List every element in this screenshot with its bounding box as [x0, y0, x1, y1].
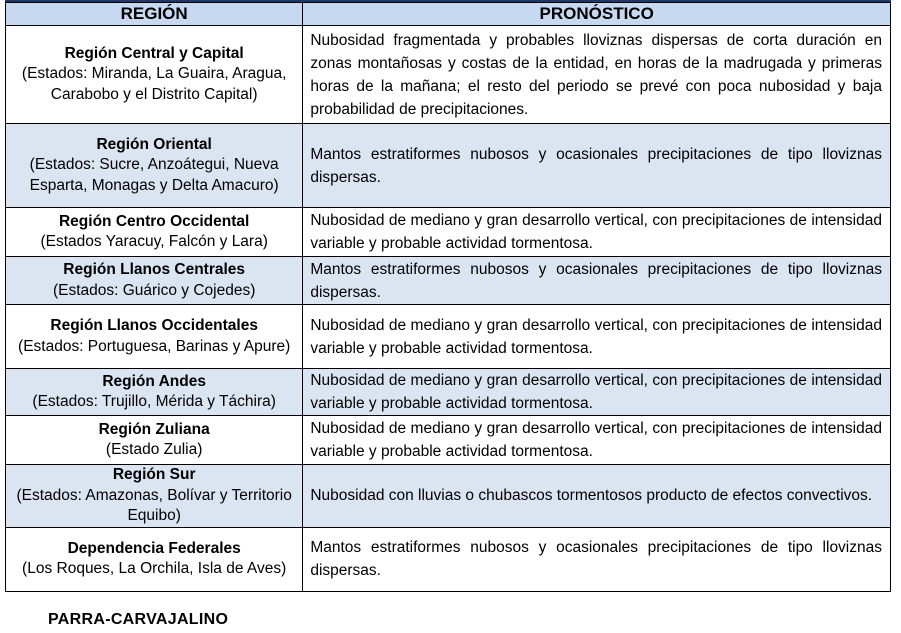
table-header-row [6, 3, 891, 26]
header-forecast: PRONÓSTICO [303, 3, 891, 26]
forecast-cell: Nubosidad fragmentada y probables lloviznas dispersas de corta duración en zonas montañosas y costas de la entidad, en horas de la madrugada y primeras horas de la mañana; el resto del periodo se prevé con poca nubosidad y baja probabilidad de precipitaciones. [303, 26, 891, 124]
forecast-cell: Nubosidad de mediano y gran desarrollo vertical, con precipitaciones de intensidad variable y probable actividad tormentosa. [303, 369, 891, 416]
table-row [6, 465, 891, 528]
region-states: (Estados Yaracuy, Falcón y Lara) [40, 233, 268, 250]
region-name: Región Oriental [96, 135, 212, 153]
table-row [6, 257, 891, 305]
region-cell [6, 208, 303, 257]
region-states: (Estado Zulia) [105, 441, 203, 458]
region-name: Región Central y Capital [64, 44, 244, 62]
region-name: Región Llanos Centrales [63, 261, 246, 278]
forecast-cell: Mantos estratiformes nubosos y ocasionales precipitaciones de tipo lloviznas dispersas. [303, 257, 891, 305]
forecast-cell: Mantos estratiformes nubosos y ocasionales precipitaciones de tipo lloviznas dispersas. [303, 124, 891, 208]
table-row [6, 305, 891, 369]
region-cell [6, 124, 303, 208]
region-cell [6, 26, 303, 124]
header-region: REGIÓN [6, 3, 303, 26]
region-cell [6, 416, 303, 465]
table-row [6, 416, 891, 465]
region-cell [6, 305, 303, 369]
forecast-cell: Nubosidad con lluvias o chubascos tormentosos producto de efectos convectivos. [303, 465, 891, 528]
table-row [6, 26, 891, 124]
table-row [6, 369, 891, 416]
region-states: (Estados: Trujillo, Mérida y Táchira) [32, 393, 276, 410]
table-row [6, 124, 891, 208]
region-name: Región Sur [112, 466, 196, 483]
forecast-cell: Mantos estratiformes nubosos y ocasionales precipitaciones de tipo lloviznas dispersas. [303, 527, 891, 591]
region-cell [6, 465, 303, 528]
forecast-cell: Nubosidad de mediano y gran desarrollo vertical, con precipitaciones de intensidad variable y probable actividad tormentosa. [303, 305, 891, 369]
region-states: (Estados: Miranda, La Guaira, Aragua, Carabobo y el Distrito Capital) [21, 65, 287, 103]
forecast-table [5, 2, 891, 592]
table-row [6, 527, 891, 591]
region-name: Región Centro Occidental [58, 212, 250, 230]
region-states: (Estados: Portuguesa, Barinas y Apure) [18, 337, 291, 355]
region-name: Región Zuliana [98, 420, 210, 438]
region-states: (Estados: Amazonas, Bolívar y Territorio Equibo) [16, 486, 292, 524]
region-name: Región Llanos Occidentales [50, 317, 258, 334]
region-cell [6, 257, 303, 305]
signature: PARRA-CARVAJALINO [48, 611, 229, 628]
region-states: (Estados: Guárico y Cojedes) [52, 281, 256, 299]
region-name: Región Andes [102, 372, 206, 390]
forecast-cell: Nubosidad de mediano y gran desarrollo vertical, con precipitaciones de intensidad variable y probable actividad tormentosa. [303, 416, 891, 465]
region-cell [6, 527, 303, 591]
region-states: (Estados: Sucre, Anzoátegui, Nueva Esparta, Monagas y Delta Amacuro) [29, 156, 279, 194]
table-row [6, 208, 891, 257]
region-states: (Los Roques, La Orchila, Isla de Aves) [22, 560, 287, 577]
region-cell [6, 369, 303, 416]
region-name: Dependencia Federales [67, 539, 241, 557]
forecast-cell: Nubosidad de mediano y gran desarrollo vertical, con precipitaciones de intensidad variable y probable actividad tormentosa. [303, 208, 891, 257]
